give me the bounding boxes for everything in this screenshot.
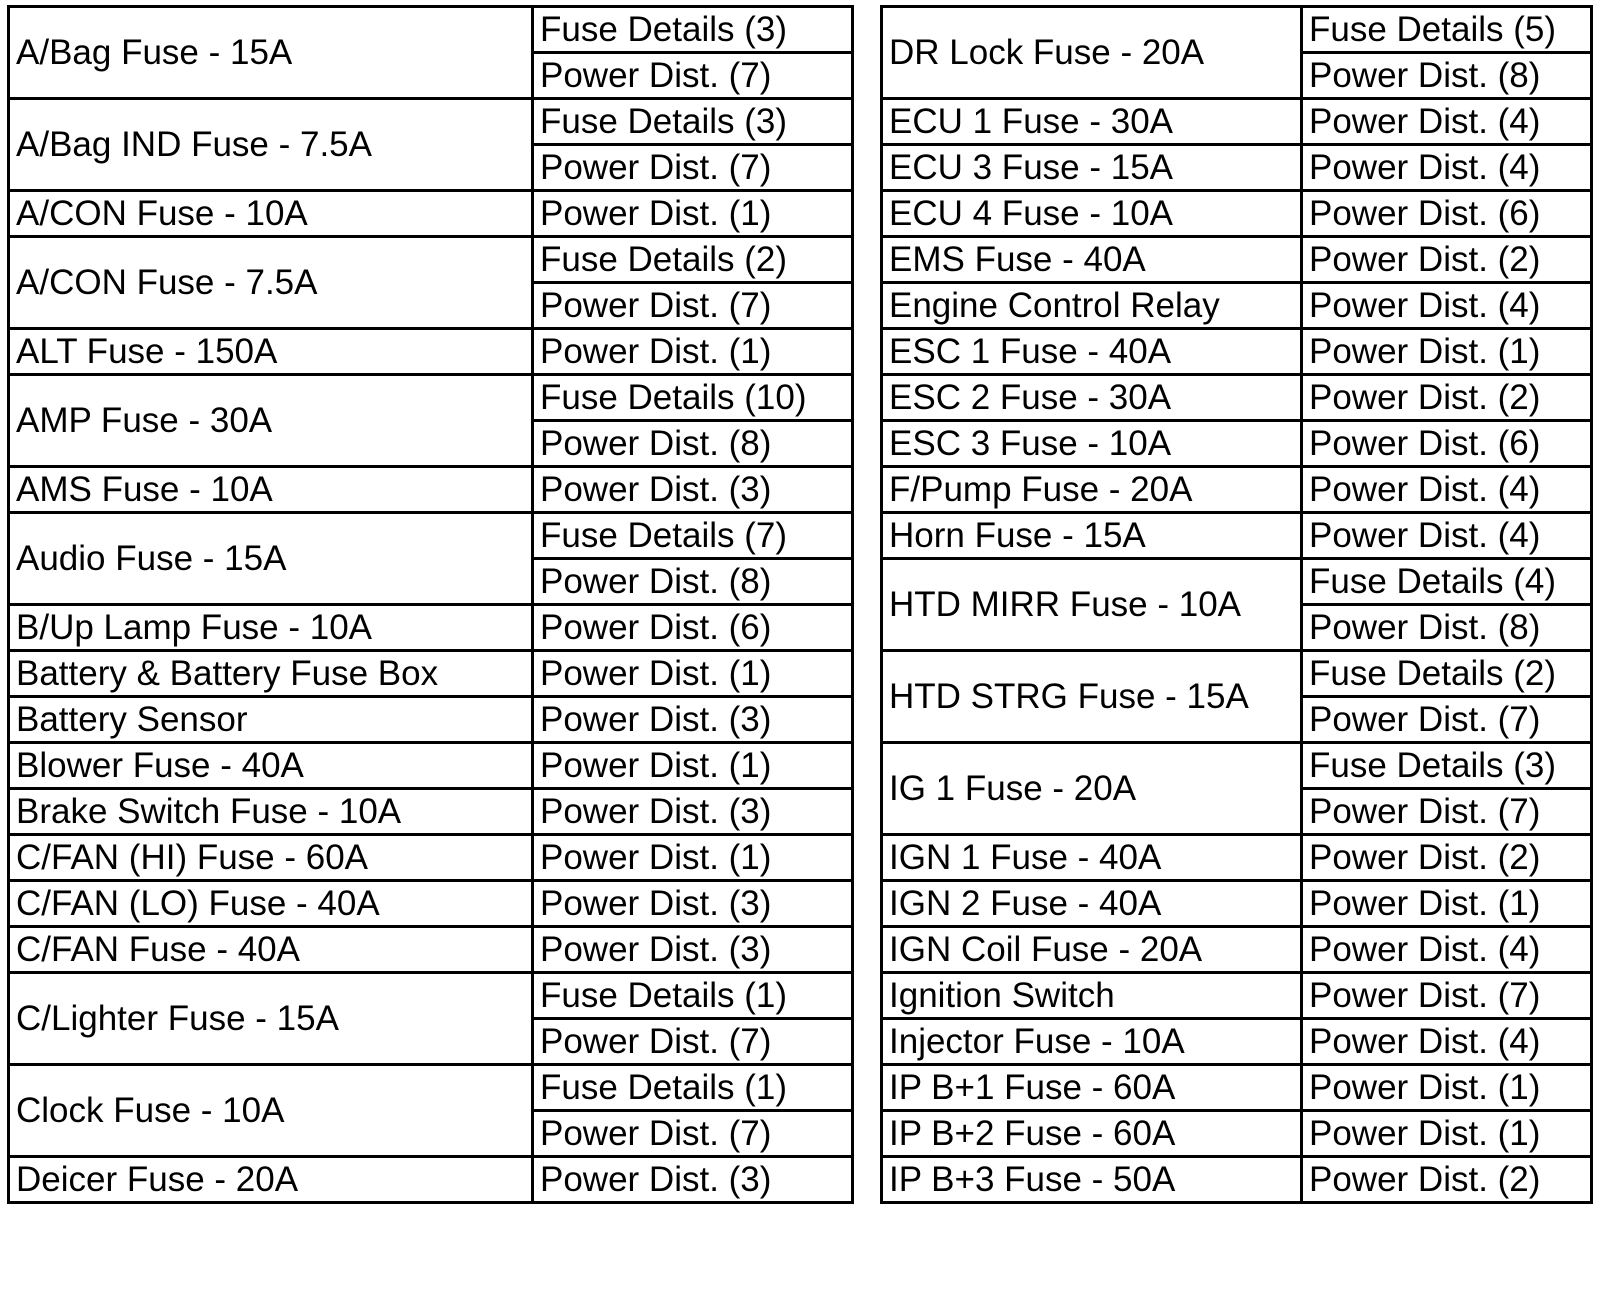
table-row [882, 421, 1592, 467]
reference-cell: Power Dist. (4) [1302, 145, 1592, 191]
component-name-cell: ALT Fuse - 150A [9, 329, 533, 375]
reference-cell: Fuse Details (2) [533, 237, 853, 283]
reference-cell: Power Dist. (4) [1302, 1019, 1592, 1065]
reference-cell: Power Dist. (7) [533, 1019, 853, 1065]
reference-cell: Fuse Details (3) [533, 99, 853, 145]
component-name-cell: Engine Control Relay [882, 283, 1302, 329]
reference-cell: Power Dist. (7) [533, 145, 853, 191]
component-name-cell: Brake Switch Fuse - 10A [9, 789, 533, 835]
component-name-cell: DR Lock Fuse - 20A [882, 7, 1302, 99]
reference-cell: Power Dist. (1) [1302, 1111, 1592, 1157]
table-row [9, 1065, 853, 1111]
reference-cell: Power Dist. (8) [1302, 53, 1592, 99]
table-row [9, 927, 853, 973]
component-name-cell: C/FAN Fuse - 40A [9, 927, 533, 973]
component-name-cell: IGN 2 Fuse - 40A [882, 881, 1302, 927]
reference-cell: Power Dist. (3) [533, 881, 853, 927]
component-name-cell: ECU 1 Fuse - 30A [882, 99, 1302, 145]
reference-cell: Power Dist. (3) [533, 927, 853, 973]
component-name-cell: C/Lighter Fuse - 15A [9, 973, 533, 1065]
component-name-cell: ESC 3 Fuse - 10A [882, 421, 1302, 467]
table-row [882, 283, 1592, 329]
table-row [882, 559, 1592, 605]
reference-cell: Power Dist. (3) [533, 697, 853, 743]
table-row [9, 743, 853, 789]
component-name-cell: IP B+2 Fuse - 60A [882, 1111, 1302, 1157]
component-name-cell: A/Bag IND Fuse - 7.5A [9, 99, 533, 191]
reference-cell: Power Dist. (8) [533, 559, 853, 605]
reference-cell: Fuse Details (3) [533, 7, 853, 53]
table-row [882, 927, 1592, 973]
table-row [882, 881, 1592, 927]
reference-cell: Power Dist. (2) [1302, 237, 1592, 283]
reference-cell: Fuse Details (1) [533, 1065, 853, 1111]
reference-cell: Power Dist. (1) [533, 191, 853, 237]
table-row [9, 651, 853, 697]
table-row [9, 237, 853, 283]
table-row [882, 1157, 1592, 1203]
component-name-cell: B/Up Lamp Fuse - 10A [9, 605, 533, 651]
component-name-cell: Blower Fuse - 40A [9, 743, 533, 789]
component-name-cell: ESC 1 Fuse - 40A [882, 329, 1302, 375]
reference-cell: Fuse Details (3) [1302, 743, 1592, 789]
reference-cell: Power Dist. (6) [1302, 421, 1592, 467]
table-row [882, 1019, 1592, 1065]
table-row [882, 237, 1592, 283]
reference-cell: Power Dist. (3) [533, 1157, 853, 1203]
reference-cell: Power Dist. (1) [1302, 881, 1592, 927]
component-name-cell: IP B+3 Fuse - 50A [882, 1157, 1302, 1203]
reference-cell: Power Dist. (7) [1302, 973, 1592, 1019]
component-name-cell: AMS Fuse - 10A [9, 467, 533, 513]
reference-cell: Power Dist. (4) [1302, 283, 1592, 329]
reference-cell: Fuse Details (10) [533, 375, 853, 421]
component-name-cell: IP B+1 Fuse - 60A [882, 1065, 1302, 1111]
table-row [9, 375, 853, 421]
table-row [9, 789, 853, 835]
component-name-cell: A/Bag Fuse - 15A [9, 7, 533, 99]
reference-cell: Power Dist. (4) [1302, 99, 1592, 145]
component-name-cell: IGN 1 Fuse - 40A [882, 835, 1302, 881]
table-row [882, 973, 1592, 1019]
component-name-cell: IGN Coil Fuse - 20A [882, 927, 1302, 973]
reference-cell: Power Dist. (7) [533, 1111, 853, 1157]
table-row [882, 191, 1592, 237]
component-name-cell: Ignition Switch [882, 973, 1302, 1019]
table-row [882, 467, 1592, 513]
table-row [9, 329, 853, 375]
reference-cell: Power Dist. (7) [533, 53, 853, 99]
table-row [882, 835, 1592, 881]
reference-cell: Power Dist. (1) [533, 743, 853, 789]
table-row [882, 329, 1592, 375]
table-row [882, 7, 1592, 53]
reference-cell: Power Dist. (2) [1302, 375, 1592, 421]
reference-cell: Power Dist. (1) [533, 835, 853, 881]
component-name-cell: C/FAN (HI) Fuse - 60A [9, 835, 533, 881]
reference-cell: Power Dist. (4) [1302, 927, 1592, 973]
component-name-cell: AMP Fuse - 30A [9, 375, 533, 467]
reference-cell: Fuse Details (4) [1302, 559, 1592, 605]
component-name-cell: F/Pump Fuse - 20A [882, 467, 1302, 513]
table-row [9, 697, 853, 743]
table-row [882, 743, 1592, 789]
reference-cell: Power Dist. (1) [1302, 329, 1592, 375]
table-row [9, 7, 853, 53]
table-row [9, 191, 853, 237]
table-row [9, 881, 853, 927]
right-index-table [880, 5, 1593, 1204]
reference-cell: Power Dist. (1) [533, 651, 853, 697]
component-name-cell: Injector Fuse - 10A [882, 1019, 1302, 1065]
table-row [9, 835, 853, 881]
component-name-cell: Battery Sensor [9, 697, 533, 743]
component-name-cell: Battery & Battery Fuse Box [9, 651, 533, 697]
reference-cell: Power Dist. (3) [533, 789, 853, 835]
reference-cell: Fuse Details (5) [1302, 7, 1592, 53]
reference-cell: Power Dist. (3) [533, 467, 853, 513]
reference-cell: Power Dist. (7) [533, 283, 853, 329]
component-name-cell: Horn Fuse - 15A [882, 513, 1302, 559]
reference-cell: Power Dist. (6) [1302, 191, 1592, 237]
table-row [9, 513, 853, 559]
component-name-cell: ECU 3 Fuse - 15A [882, 145, 1302, 191]
reference-cell: Power Dist. (2) [1302, 1157, 1592, 1203]
reference-cell: Fuse Details (1) [533, 973, 853, 1019]
reference-cell: Power Dist. (8) [1302, 605, 1592, 651]
component-name-cell: HTD MIRR Fuse - 10A [882, 559, 1302, 651]
reference-cell: Fuse Details (7) [533, 513, 853, 559]
component-name-cell: ECU 4 Fuse - 10A [882, 191, 1302, 237]
reference-cell: Power Dist. (7) [1302, 789, 1592, 835]
table-row [882, 1065, 1592, 1111]
component-name-cell: EMS Fuse - 40A [882, 237, 1302, 283]
table-row [882, 513, 1592, 559]
table-row [9, 973, 853, 1019]
reference-cell: Power Dist. (4) [1302, 467, 1592, 513]
reference-cell: Power Dist. (2) [1302, 835, 1592, 881]
component-name-cell: IG 1 Fuse - 20A [882, 743, 1302, 835]
table-row [9, 99, 853, 145]
reference-cell: Power Dist. (8) [533, 421, 853, 467]
reference-cell: Fuse Details (2) [1302, 651, 1592, 697]
component-name-cell: Clock Fuse - 10A [9, 1065, 533, 1157]
component-name-cell: ESC 2 Fuse - 30A [882, 375, 1302, 421]
table-row [882, 651, 1592, 697]
table-row [9, 605, 853, 651]
component-name-cell: A/CON Fuse - 10A [9, 191, 533, 237]
table-row [9, 1157, 853, 1203]
table-row [882, 1111, 1592, 1157]
reference-cell: Power Dist. (1) [533, 329, 853, 375]
reference-cell: Power Dist. (1) [1302, 1065, 1592, 1111]
component-name-cell: C/FAN (LO) Fuse - 40A [9, 881, 533, 927]
table-row [9, 467, 853, 513]
component-name-cell: HTD STRG Fuse - 15A [882, 651, 1302, 743]
component-name-cell: Deicer Fuse - 20A [9, 1157, 533, 1203]
reference-cell: Power Dist. (6) [533, 605, 853, 651]
left-index-table [7, 5, 854, 1204]
table-row [882, 145, 1592, 191]
table-row [882, 99, 1592, 145]
component-name-cell: A/CON Fuse - 7.5A [9, 237, 533, 329]
reference-cell: Power Dist. (4) [1302, 513, 1592, 559]
reference-cell: Power Dist. (7) [1302, 697, 1592, 743]
component-name-cell: Audio Fuse - 15A [9, 513, 533, 605]
table-row [882, 375, 1592, 421]
